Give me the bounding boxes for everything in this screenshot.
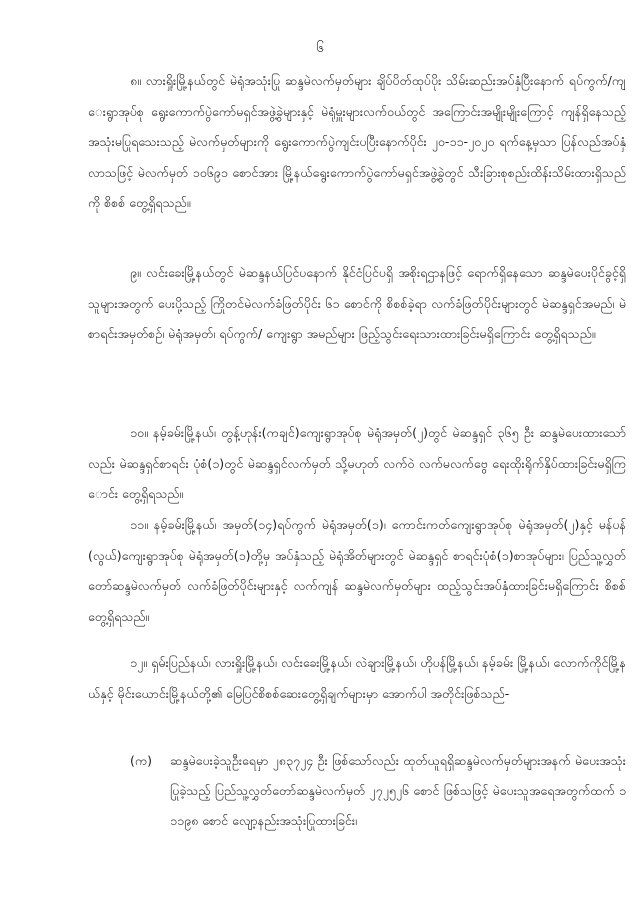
- paragraph-10: ၁၀။ နမ့်ခမ်းမြို့နယ်၊ တွန့်ဟုန်း(ကချင်)ကျေးရွာအုပ်စု မဲရုံအမှတ်(၂)တွင် မဲဆန္ဒရှင် ၃၆၅ ဦး ဆန္ဒမဲပေးထားသော်လည်း မဲဆန္ဒရှင်စာရင်း ပုံစံ(၁)တွင် မဲဆန္ဒရှင်လက်မှတ် သို့မဟုတ် လက်ဝဲ လက်မလက်ဗွေ ရေးထိုးရိုက်နှိပ်ထားခြင်းမရှိကြောင်း တွေ့ရှိရသည်။: [88, 425, 626, 501]
- paragraph-9: ၉။ လင်းခေးမြို့နယ်တွင် မဲဆန္ဒနယ်ပြင်ပနောက် နိုင်ငံပြင်ပရှိ အစိုးရဌာနဖြင့် ရောက်ရှိနေသော ဆန္ဒမဲပေးပိုင်ခွင့်ရှိသူများအတွက် ပေးပို့သည့် ကြိုတင်မဲလက်ခံဖြတ်ပိုင်း ၆၁ စောင်ကို စိစစ်ခဲ့ရာ လက်ခံဖြတ်ပိုင်းများတွင် မဲဆန္ဒရှင်အမည်၊ မဲစာရင်းအမှတ်စဉ်၊ မဲရုံအမှတ်၊ ရပ်ကွက်/ ကျေးရွာ အမည်များ ဖြည့်သွင်းရေးသားထားခြင်းမရှိကြောင်း တွေ့ရှိရသည်။: [88, 265, 626, 341]
- sub-item-text: ဆန္ဒမဲပေးခဲ့သူဦးရေမှာ ၂၈၃၇၂၄ ဦး ဖြစ်သော်လည်း ထုတ်ယူရရှိဆန္ဒမဲလက်မှတ်များအနက် မဲပေးအသုံးပြုခဲ့သည့် ပြည်သူ့လွှတ်တော်ဆန္ဒမဲလက်မှတ် ၂၇၂၅၂၆ စောင် ဖြစ်သဖြင့် မဲပေးသူအရေအတွက်ထက် ၁၁၁၉၈ စောင် လျော့နည်းအသုံးပြုထားခြင်း၊: [170, 753, 626, 828]
- sub-item-label: (က): [130, 753, 152, 768]
- paragraph-11: ၁၁။ နမ့်ခမ်းမြို့နယ်၊ အမှတ်(၁၄)ရပ်ကွက် မဲရုံအမှတ်(၁)၊ ကောင်းကတ်ကျေးရွာအုပ်စု မဲရုံအမှတ်(၂)နှင့် မန်ပန်(လွယ်)ကျေးရွာအုပ်စု မဲရုံအမှတ်(၁)တို့မှ အပ်နှံသည့် မဲရုံအိတ်များတွင် မဲဆန္ဒရှင် စာရင်းပုံစံ(၁)စာအုပ်များ၊ ပြည်သူ့လွှတ်တော်ဆန္ဒမဲလက်မှတ် လက်ခံဖြတ်ပိုင်းများနှင့် လက်ကျန် ဆန္ဒမဲလက်မှတ်များ ထည့်သွင်းအပ်နှံထားခြင်းမရှိကြောင်း စိစစ်တွေ့ရှိရသည်။: [88, 517, 626, 624]
- sub-item-ka: [130, 746, 626, 836]
- page-number: ၆: [316, 41, 324, 56]
- paragraph-12: ၁၂။ ရှမ်းပြည်နယ်၊ လားရှိုးမြို့နယ်၊ လင်းခေးမြို့နယ်၊ လဲချားမြို့နယ်၊ ဟိုပန်မြို့နယ်၊ နမ့်ခမ်း မြို့နယ်၊ လောက်ကိုင်မြို့နယ်နှင့် မိုင်းယောင်းမြို့နယ်တို့၏ မြေပြင်စိစစ်ဆေးတွေ့ရှိချက်များမှာ အောက်ပါ အတိုင်းဖြစ်သည်-: [88, 655, 626, 701]
- paragraph-8: ၈။ လားရှိုးမြို့နယ်တွင် မဲရုံအသုံးပြု ဆန္ဒမဲလက်မှတ်များ ချိပ်ပိတ်ထုပ်ပိုး သိမ်းဆည်းအပ်နှံပြီးနောက် ရပ်ကွက်/ကျေးရွာအုပ်စု ရွေးကောက်ပွဲကော်မရှင်အဖွဲ့ခွဲများနှင့် မဲရုံမှူးများလက်ဝယ်တွင် အကြောင်းအမျိုးမျိုးကြောင့် ကျန်ရှိနေသည့် အသုံးမပြုရသေးသည့် မဲလက်မှတ်များကို ရွေးကောက်ပွဲကျင်းပပြီးနောက်ပိုင်း ၂၀-၁၁-၂၀၂၀ ရက်နေ့မှသာ ပြန်လည်အပ်နှံလာသဖြင့် မဲလက်မှတ် ၁၀၆၉၁ စောင်အား မြို့နယ်ရွေးကောက်ပွဲကော်မရှင်အဖွဲ့ခွဲတွင် သီးခြားစုစည်းထိန်းသိမ်းထားရှိသည်ကို စိစစ် တွေ့ရှိရသည်။: [88, 73, 626, 210]
